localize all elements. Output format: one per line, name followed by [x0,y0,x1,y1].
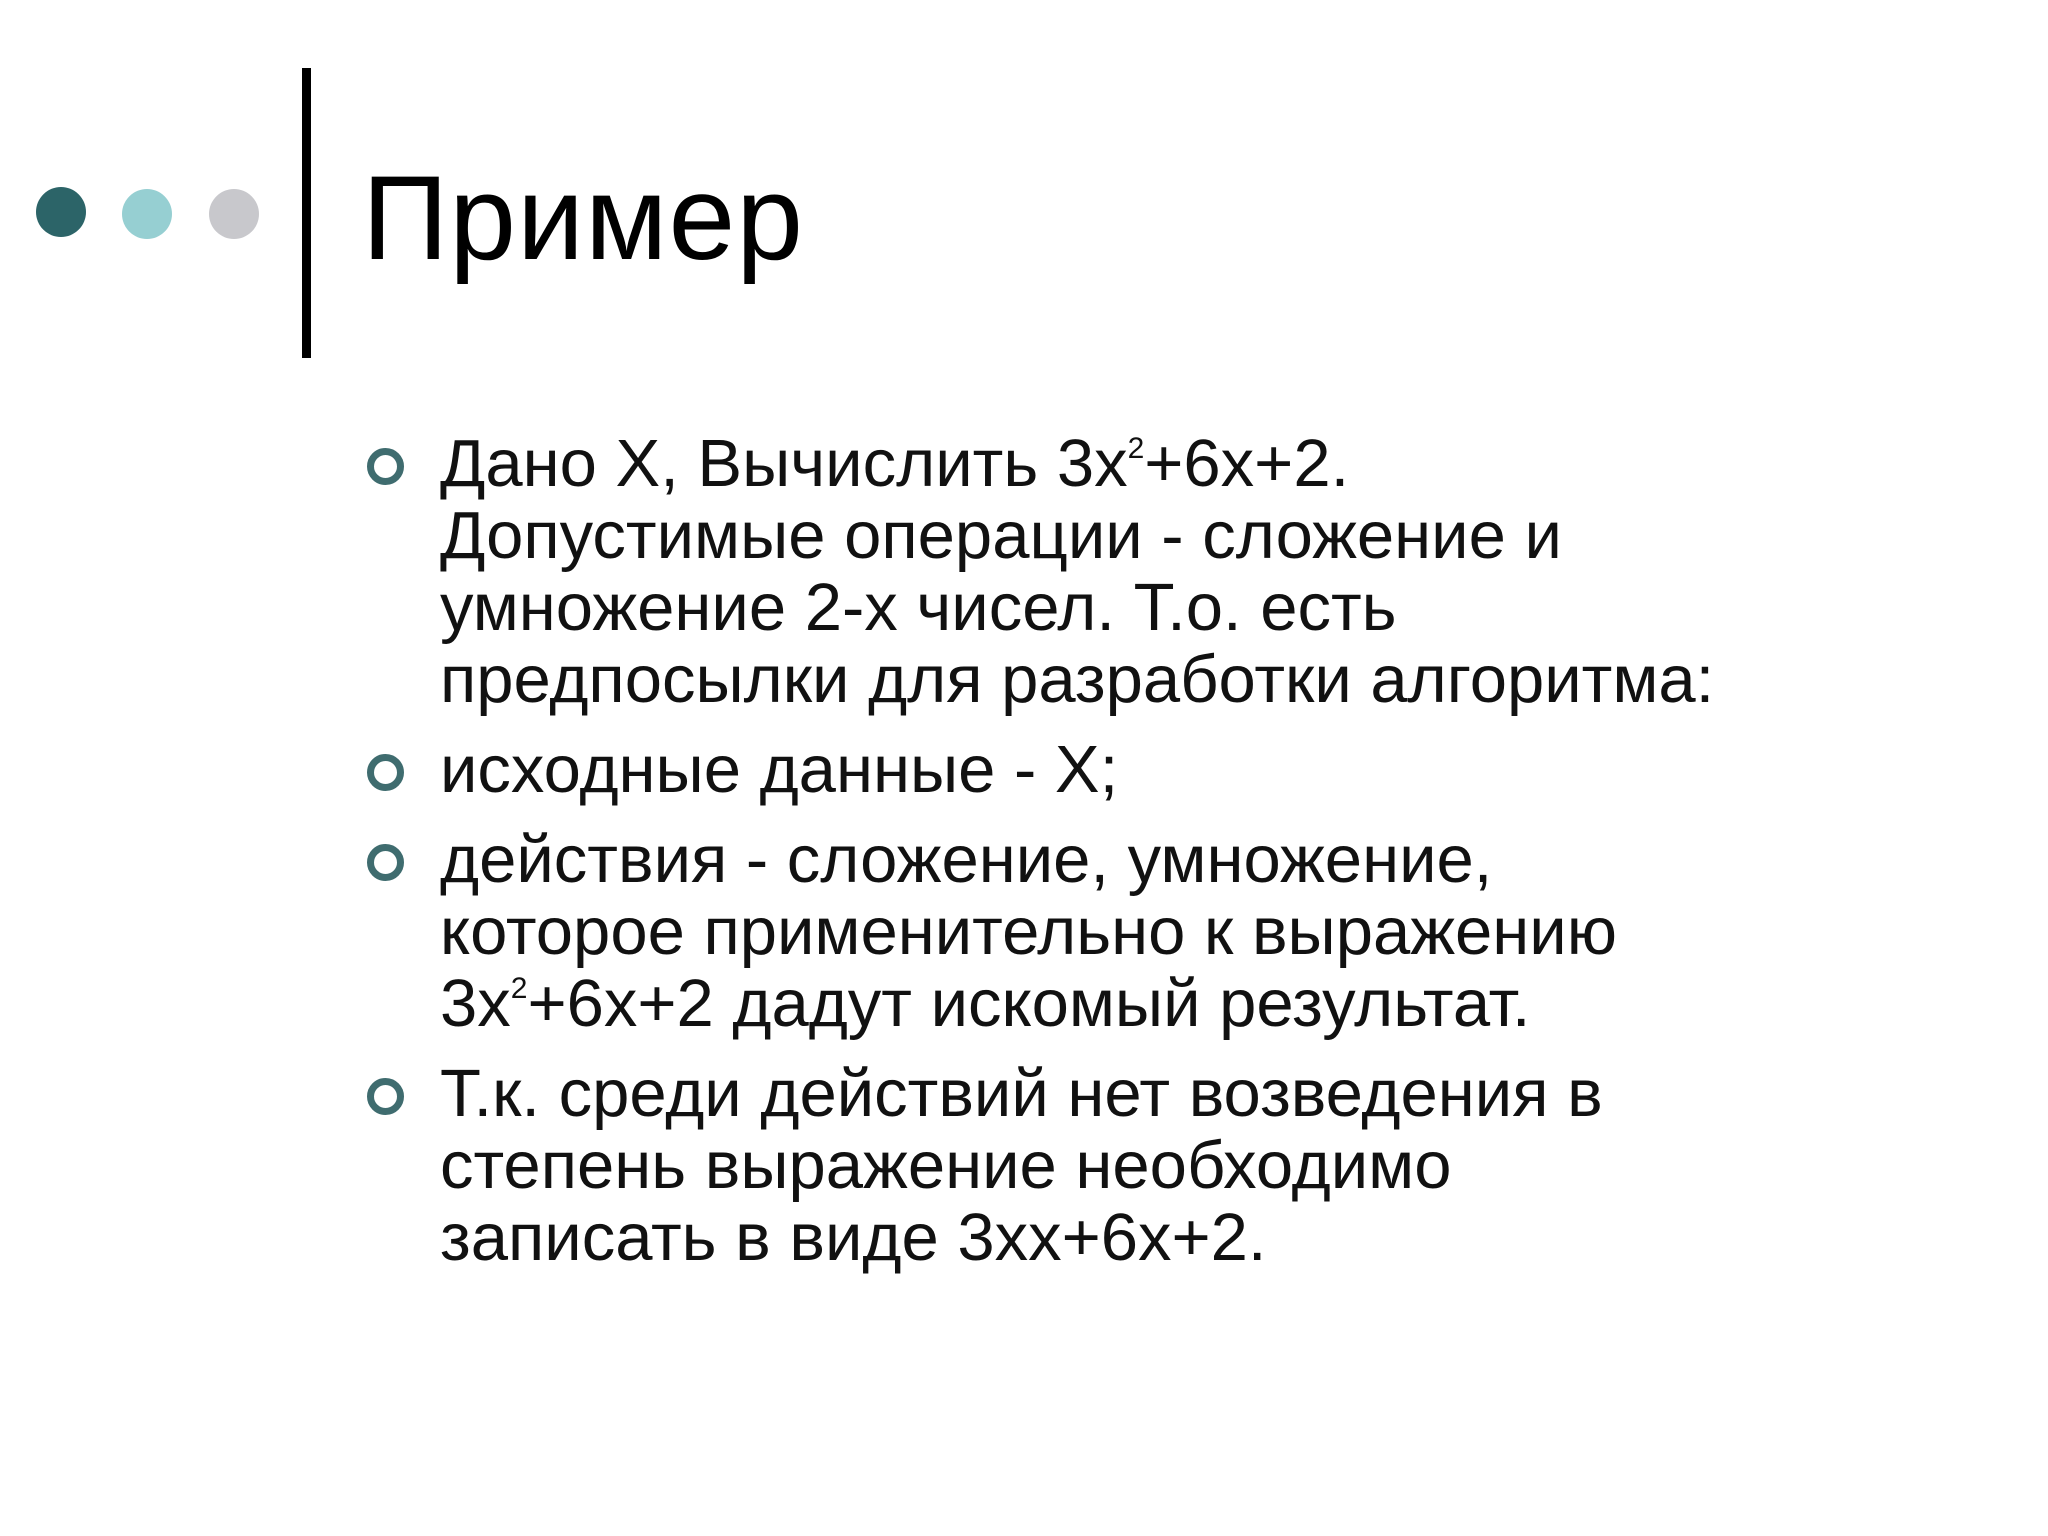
decor-dot-dark [36,187,86,237]
slide-title: Пример [362,151,804,285]
bullet-line: Дано X, Вычислить $3x^2+6x+2$. [440,426,1350,501]
title-divider [302,68,311,358]
bullet-line: Допустимые операции - сложение и [440,498,1562,573]
ring-bullet-icon [367,1078,404,1115]
ring-bullet-icon [367,448,404,485]
bullet-line: предпосылки для разработки алгоритма: [440,642,1715,717]
bullet-item-conclusion [364,1058,1884,1274]
bullet-list [364,428,1884,1292]
bullet-line: записать в виде 3xx+6x+2. [440,1200,1267,1275]
bullet-item-input-data [364,734,1884,806]
bullet-line: которое применительно к выражению [440,894,1617,969]
bullet-item-actions [364,824,1884,1040]
bullet-line: степень выражение необходимо [440,1128,1452,1203]
bullet-line: действия - сложение, умножение, [440,822,1493,897]
decor-dot-light [122,189,172,239]
ring-bullet-icon [367,754,404,791]
ring-bullet-icon [367,844,404,881]
bullet-item-given [364,428,1884,716]
bullet-line: Т.к. среди действий нет возведения в [440,1056,1603,1131]
bullet-line: $3x^2+6x+2$ дадут искомый результат. [440,966,1531,1041]
decor-dot-gray [209,189,259,239]
bullet-line: умножение 2-х чисел. Т.о. есть [440,570,1397,645]
bullet-line: исходные данные - X; [440,732,1119,807]
